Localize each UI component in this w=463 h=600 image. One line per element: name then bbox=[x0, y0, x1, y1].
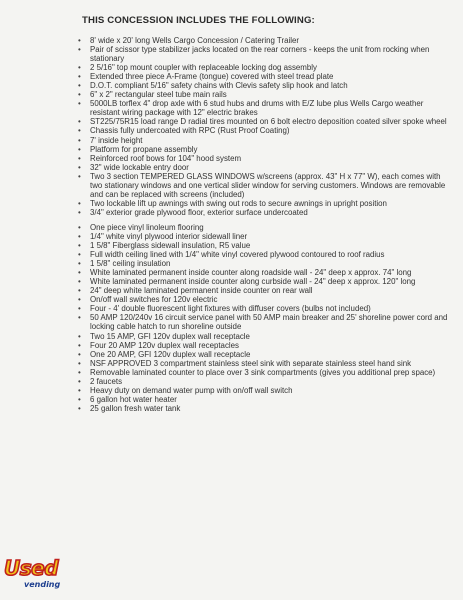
list-item: • Platform for propane assembly bbox=[78, 145, 450, 154]
list-item: • 7' inside height bbox=[78, 136, 450, 145]
usedvending-logo bbox=[4, 556, 84, 598]
logo-word: Used bbox=[4, 556, 59, 580]
list-item: • 2 faucets bbox=[78, 377, 450, 386]
list-item: • 1 5/8" Fiberglass sidewall insulation, R5 value bbox=[78, 241, 450, 250]
list-item: • 8' wide x 20' long Wells Cargo Concession / Catering Trailer bbox=[78, 36, 450, 45]
list-item: • Two 15 AMP, GFI 120v duplex wall receptacle bbox=[78, 332, 450, 341]
logo-sub: vending bbox=[24, 580, 61, 589]
list-item: • 32" wide lockable entry door bbox=[78, 163, 450, 172]
list-item: • 24" deep white laminated permanent inside counter on rear wall bbox=[78, 286, 450, 295]
list-item: • One 20 AMP, GFI 120v duplex wall receptacle bbox=[78, 350, 450, 359]
page-title: THIS CONCESSION INCLUDES THE FOLLOWING: bbox=[82, 15, 315, 26]
list-item: • Two lockable lift up awnings with swing out rods to secure awnings in upright position bbox=[78, 199, 450, 208]
list-item: • White laminated permanent inside counter along roadside wall - 24" deep x approx. 74" long bbox=[78, 268, 450, 277]
list-item: • 1/4" white vinyl plywood interior sidewall liner bbox=[78, 232, 450, 241]
list-item: • On/off wall switches for 120v electric bbox=[78, 295, 450, 304]
list-item: • Extended three piece A-Frame (tongue) covered with steel tread plate bbox=[78, 72, 450, 81]
list-item: • 2 5/16" top mount coupler with replaceable locking dog assembly bbox=[78, 63, 450, 72]
list-item: • 6" x 2" rectangular steel tube main rails bbox=[78, 90, 450, 99]
list-item: • White laminated permanent inside counter along curbside wall - 24" deep x approx. 120" long bbox=[78, 277, 450, 286]
list-item: • Four - 4' double fluorescent light fixtures with diffuser covers (bulbs not included) bbox=[78, 304, 450, 313]
list-item: • 25 gallon fresh water tank bbox=[78, 404, 450, 413]
list-item: • One piece vinyl linoleum flooring bbox=[78, 223, 450, 232]
list-item: • Full width ceiling lined with 1/4" white vinyl covered plywood contoured to roof radius bbox=[78, 250, 450, 259]
list-item: • Two 3 section TEMPERED GLASS WINDOWS w/screens (approx. 43" H x 77" W), each comes with two stationary windows and one vertical slider window for serving customers. Windows are removable and can be replaced with screens (included) bbox=[78, 172, 450, 199]
list-item: • 1 5/8" ceiling insulation bbox=[78, 259, 450, 268]
list-item: • ST225/75R15 load range D radial tires mounted on 6 bolt electro deposition coated silver spoke wheel bbox=[78, 117, 450, 126]
list-item: • 50 AMP 120/240v 16 circuit service panel with 50 AMP main breaker and 25' shoreline power cord and locking cable hatch to run shoreline outside bbox=[78, 313, 450, 331]
list-item: • Chassis fully undercoated with RPC (Rust Proof Coating) bbox=[78, 126, 450, 135]
list-item: • Heavy duty on demand water pump with on/off wall switch bbox=[78, 386, 450, 395]
list-item: • Pair of scissor type stabilizer jacks located on the rear corners - keeps the unit from rocking when stationary bbox=[78, 45, 450, 63]
list-item: • 6 gallon hot water heater bbox=[78, 395, 450, 404]
list-item: • Reinforced roof bows for 104" hood system bbox=[78, 154, 450, 163]
list-item: • Removable laminated counter to place over 3 sink compartments (gives you additional prep space) bbox=[78, 368, 450, 377]
list-item: • D.O.T. compliant 5/16" safety chains with Clevis safety slip hook and latch bbox=[78, 81, 450, 90]
features-list bbox=[78, 36, 450, 413]
list-item: • 5000LB torflex 4" drop axle with 6 stud hubs and drums with E/Z lube plus Wells Cargo weather resistant wiring package with 12" electric brakes bbox=[78, 99, 450, 117]
list-item: • NSF APPROVED 3 compartment stainless steel sink with separate stainless steel hand sink bbox=[78, 359, 450, 368]
list-item: • Four 20 AMP 120v duplex wall receptacles bbox=[78, 341, 450, 350]
list-item: • 3/4" exterior grade plywood floor, exterior surface undercoated bbox=[78, 208, 450, 217]
